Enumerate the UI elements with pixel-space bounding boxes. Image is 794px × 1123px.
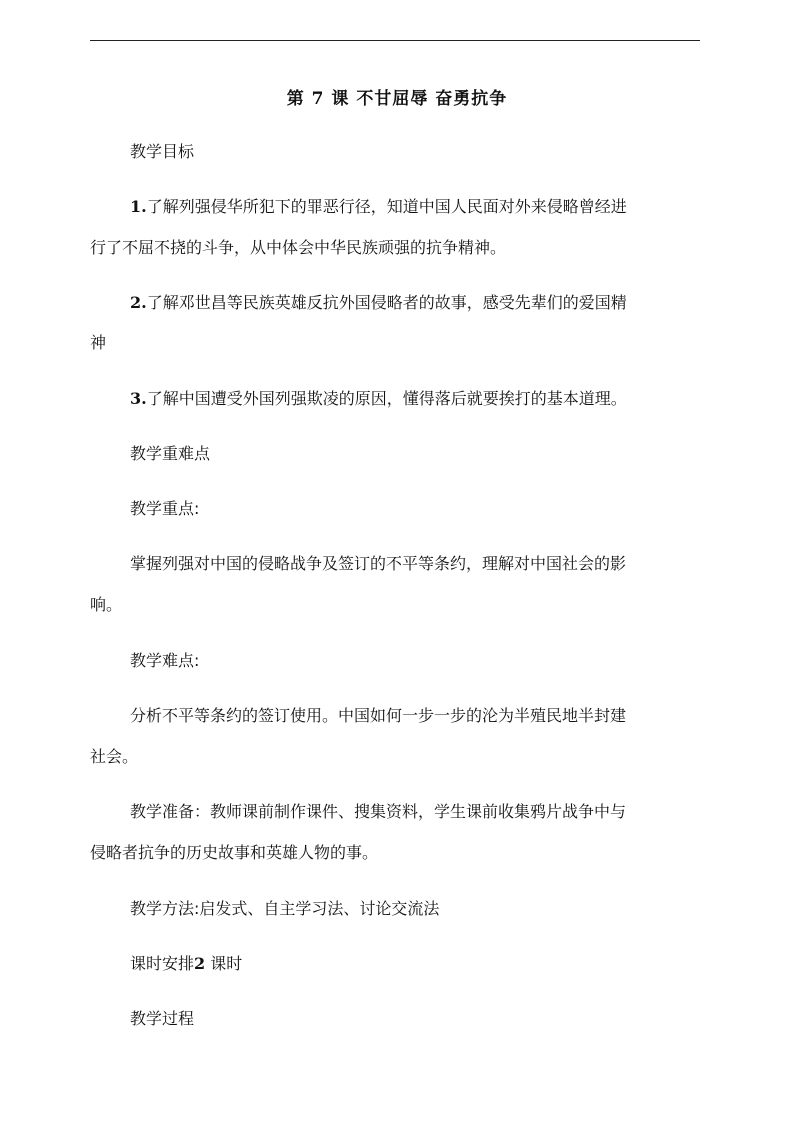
difficult-points-line-1: 分析不平等条约的签订使用。中国如何一步一步的沦为半殖民地半封建 [130, 706, 627, 725]
preparation-line-1: 教学准备：教师课前制作课件、搜集资料，学生课前收集鸦片战争中与 [130, 802, 627, 821]
objective-2-line-1 [130, 293, 710, 313]
preparation-line-2: 侵略者抗争的历史故事和英雄人物的事。 [90, 843, 379, 862]
objective-2-number: 2. [130, 293, 147, 312]
objective-3-number: 3. [130, 389, 147, 408]
objective-2-text: 了解邓世昌等民族英雄反抗外国侵略者的故事，感受先辈们的爱国精 [146, 293, 627, 312]
objective-1-line-2: 行了不屈不挠的斗争，从中体会中华民族顽强的抗争精神。 [90, 238, 507, 257]
header-rule [90, 40, 700, 41]
objective-3-text: 了解中国遭受外国列强欺凌的原因，懂得落后就要挨打的基本道理。 [146, 389, 627, 408]
objective-1-number: 1. [130, 197, 147, 216]
schedule-line [130, 954, 710, 974]
key-points-heading: 教学重点: [130, 499, 200, 518]
schedule-number: 2 [194, 954, 206, 973]
process-heading: 教学过程 [130, 1009, 195, 1028]
schedule-prefix: 课时安排 [130, 954, 195, 973]
teaching-methods: 教学方法:启发式、自主学习法、讨论交流法 [130, 899, 440, 918]
difficult-points-heading: 教学难点: [130, 651, 200, 670]
difficult-points-line-2: 社会。 [90, 747, 139, 766]
schedule-suffix: 课时 [205, 954, 243, 973]
objective-1-line-1 [130, 197, 710, 217]
objective-1-text: 了解列强侵华所犯下的罪恶行径，知道中国人民面对外来侵略曾经进 [146, 197, 627, 216]
objectives-heading: 教学目标 [130, 142, 195, 161]
objective-3-line-1 [130, 389, 710, 409]
objective-2-line-2: 神 [90, 333, 107, 352]
key-points-line-1: 掌握列强对中国的侵略战争及签订的不平等条约，理解对中国社会的影 [130, 554, 627, 573]
lesson-title: 第 7 课 不甘屈辱 奋勇抗争 [286, 89, 508, 109]
key-difficult-heading: 教学重难点 [130, 444, 211, 463]
key-points-line-2: 响。 [90, 595, 123, 614]
